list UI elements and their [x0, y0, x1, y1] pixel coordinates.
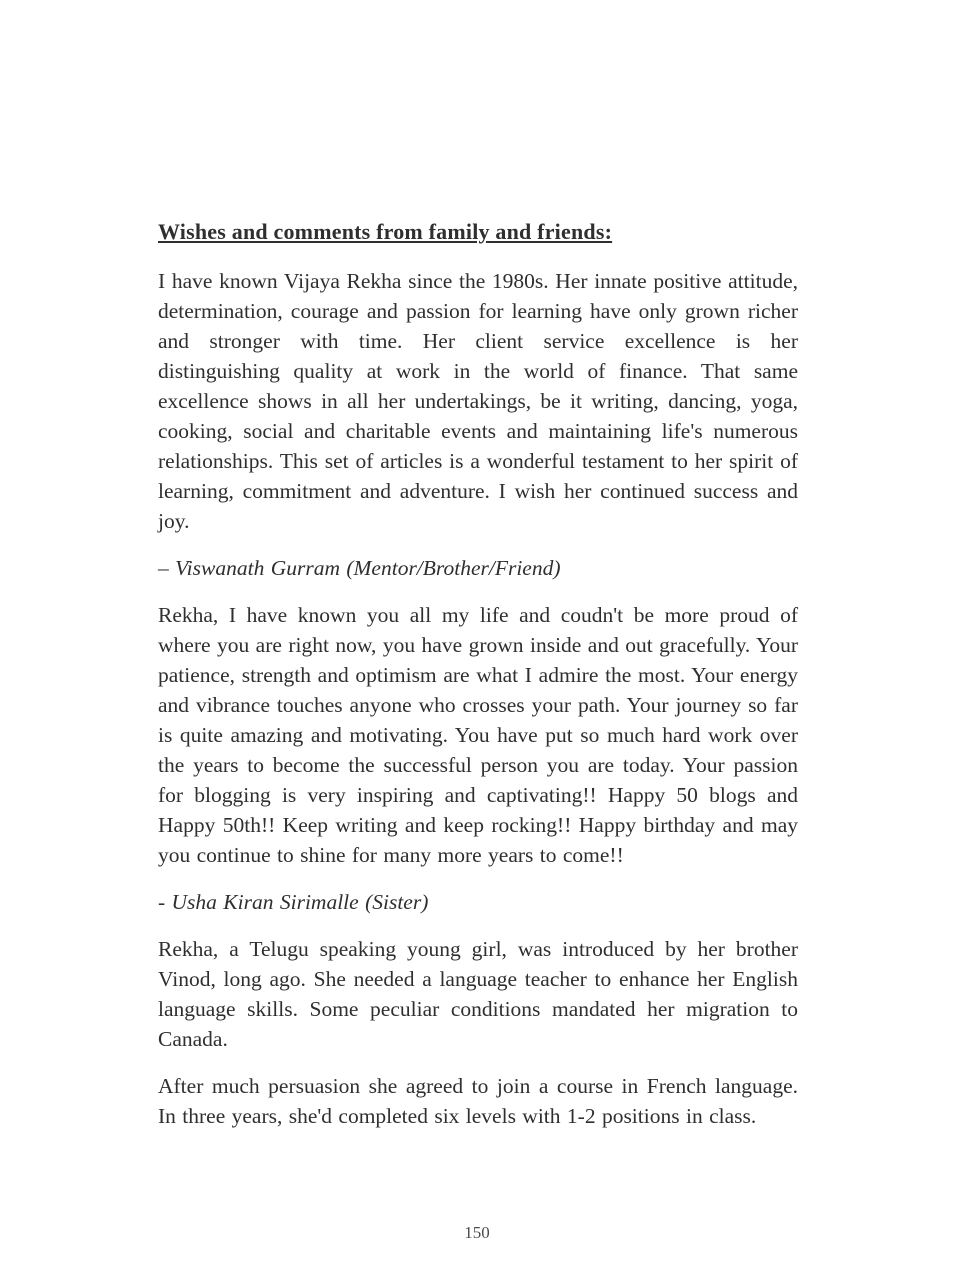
- wish-paragraph-usha: Rekha, I have known you all my life and coudn't be more proud of where you are right now, you have grown inside and out gracefully. Your patience, strength and optimism are what I admire the most. Your energy and vibrance touches anyone who crosses your path. Your journey so far is quite amazing and motivating. You have put so much hard work over the years to become the successful person you are today. Your passion for blogging is very inspiring and captivating!! Happy 50 blogs and Happy 50th!! Keep writing and keep rocking!! Happy birthday and may you continue to shine for many more years to come!!: [158, 603, 798, 867]
- wish-paragraph-viswanath: I have known Vijaya Rekha since the 1980s. Her innate positive attitude, determination, courage and passion for learning have only grown richer and stronger with time. Her client service excellence is her distinguishing quality at work in the world of finance. That same excellence shows in all her undertakings, be it writing, dancing, yoga, cooking, social and charitable events and maintaining life's numerous relationships. This set of articles is a wonderful testament to her spirit of learning, commitment and adventure. I wish her continued success and joy.: [158, 269, 798, 533]
- page-content: [158, 217, 798, 1148]
- page-number: 150: [464, 1223, 490, 1242]
- section-heading: Wishes and comments from family and friends:: [158, 219, 613, 244]
- paragraph-rekha-introduction: Rekha, a Telugu speaking young girl, was introduced by her brother Vinod, long ago. She needed a language teacher to enhance her English language skills. Some peculiar conditions mandated her migration to Canada.: [158, 937, 798, 1051]
- attribution-viswanath-gurram: – Viswanath Gurram (Mentor/Brother/Friend): [158, 556, 561, 580]
- paragraph-french-course: After much persuasion she agreed to join a course in French language. In three years, she'd completed six levels with 1-2 positions in class.: [158, 1074, 798, 1128]
- attribution-usha-kiran-sirimalle: - Usha Kiran Sirimalle (Sister): [158, 890, 429, 914]
